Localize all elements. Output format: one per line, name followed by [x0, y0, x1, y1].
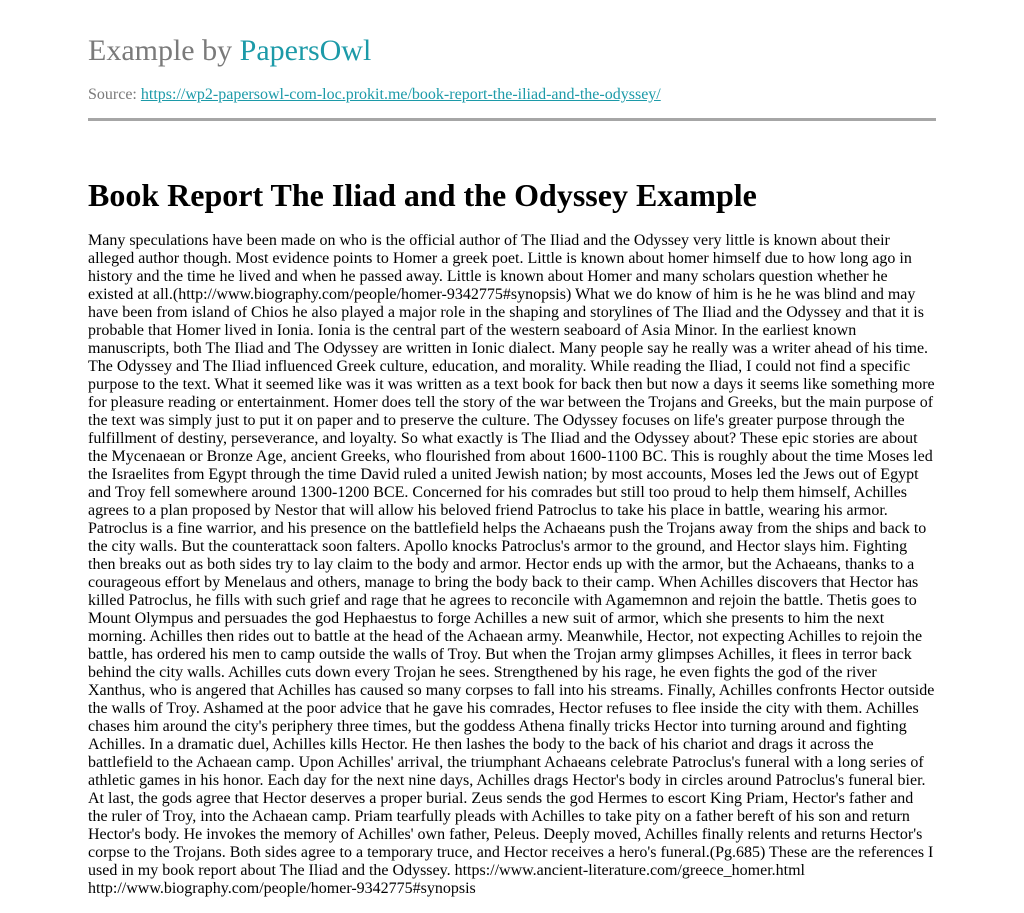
header-divider	[88, 118, 936, 121]
source-link[interactable]: https://wp2-papersowl-com-loc.prokit.me/book-report-the-iliad-and-the-odyssey/	[140, 86, 661, 103]
report-body: Many speculations have been made on who is the official author of The Iliad and the Odyssey very little is known about their alleged author though. Most evidence points to Homer a greek poet. Little is known about homer himself due to how long ago in history and the time he lived and when he passed away. Little is known about Homer and many scholars question whether he existed at all.(http://www.biography.com/people/homer-9342775#synopsis) What we do know of him is he he was blind and may have been from island of Chios he also played a major role in the shaping and storylines of The Iliad and the Odyssey and that it is probable that Homer lived in Ionia. Ionia is the central part of the western seaboard of Asia Minor. In the earliest known manuscripts, both The Iliad and The Odyssey are written in Ionic dialect. Many people say he really was a writer ahead of his time. The Odyssey and The Iliad influenced Greek culture, education, and morality. While reading the Iliad, I could not find a specific purpose to the text. What it seemed like was it was written as a text book for back then but now a days it seems like something more for pleasure reading or entertainment. Homer does tell the story of the war between the Trojans and Greeks, but the main purpose of the text was simply just to put it on paper and to preserve the culture. The Odyssey focuses on life's greater purpose through the fulfillment of destiny, perseverance, and loyalty. So what exactly is The Iliad and the Odyssey about? These epic stories are about the Mycenaean or Bronze Age, ancient Greeks, who flourished from about 1600-1100 BC. This is roughly about the time Moses led the Israelites from Egypt through the time David ruled a united Jewish nation; by most accounts, Moses led the Jews out of Egypt and Troy fell somewhere around 1300-1200 BCE. Concerned for his comrades but still too proud to help them himself, Achilles agrees to a plan proposed by Nestor that will allow his beloved friend Patroclus to take his place in battle, wearing his armor. Patroclus is a fine warrior, and his presence on the battlefield helps the Achaeans push the Trojans away from the ships and back to the city walls. But the counterattack soon falters. Apollo knocks Patroclus's armor to the ground, and Hector slays him. Fighting then breaks out as both sides try to lay claim to the body and armor. Hector ends up with the armor, but the Achaeans, thanks to a courageous effort by Menelaus and others, manage to bring the body back to their camp. When Achilles discovers that Hector has killed Patroclus, he fills with such grief and rage that he agrees to reconcile with Agamemnon and rejoin the battle. Thetis goes to Mount Olympus and persuades the god Hephaestus to forge Achilles a new suit of armor, which she presents to him the next morning. Achilles then rides out to battle at the head of the Achaean army. Meanwhile, Hector, not expecting Achilles to rejoin the battle, has ordered his men to camp outside the walls of Troy. But when the Trojan army glimpses Achilles, it flees in terror back behind the city walls. Achilles cuts down every Trojan he sees. Strengthened by his rage, he even fights the god of the river Xanthus, who is angered that Achilles has caused so many corpses to fall into his streams. Finally, Achilles confronts Hector outside the walls of Troy. Ashamed at the poor advice that he gave his comrades, Hector refuses to flee inside the city with them. Achilles chases him around the city's periphery three times, but the goddess Athena finally tricks Hector into turning around and fighting Achilles. In a dramatic duel, Achilles kills Hector. He then lashes the body to the back of his chariot and drags it across the battlefield to the Achaean camp. Upon Achilles' arrival, the triumphant Achaeans celebrate Patroclus's funeral with a long series of athletic games in his honor. Each day for the next nine days, Achilles drags Hector's body in circles around Patroclus's funeral bier. At last, the gods agree that Hector deserves a proper burial. Zeus sends the god Hermes to escort King Priam, Hector's father and the ruler of Troy, into the Achaean camp. Priam tearfully pleads with Achilles to take pity on a father bereft of his son and return Hector's body. He invokes the memory of Achilles' own father, Peleus. Deeply moved, Achilles finally relents and returns Hector's corpse to the Trojans. Both sides agree to a temporary truce, and Hector receives a hero's funeral.(Pg.685) These are the references I used in my book report about The Iliad and the Odyssey. https://www.ancient-literature.com/greece_homer.html http://www.biography.com/people/homer-9342775#synopsis	[88, 232, 935, 897]
source-label: Source:	[88, 86, 137, 103]
source-line	[88, 85, 936, 105]
page-title: Book Report The Iliad and the Odyssey Example	[88, 177, 757, 213]
brand-header	[88, 33, 936, 69]
document-page	[88, 0, 936, 898]
brand-name[interactable]: PapersOwl	[239, 34, 372, 67]
brand-prefix: Example by	[88, 34, 233, 67]
